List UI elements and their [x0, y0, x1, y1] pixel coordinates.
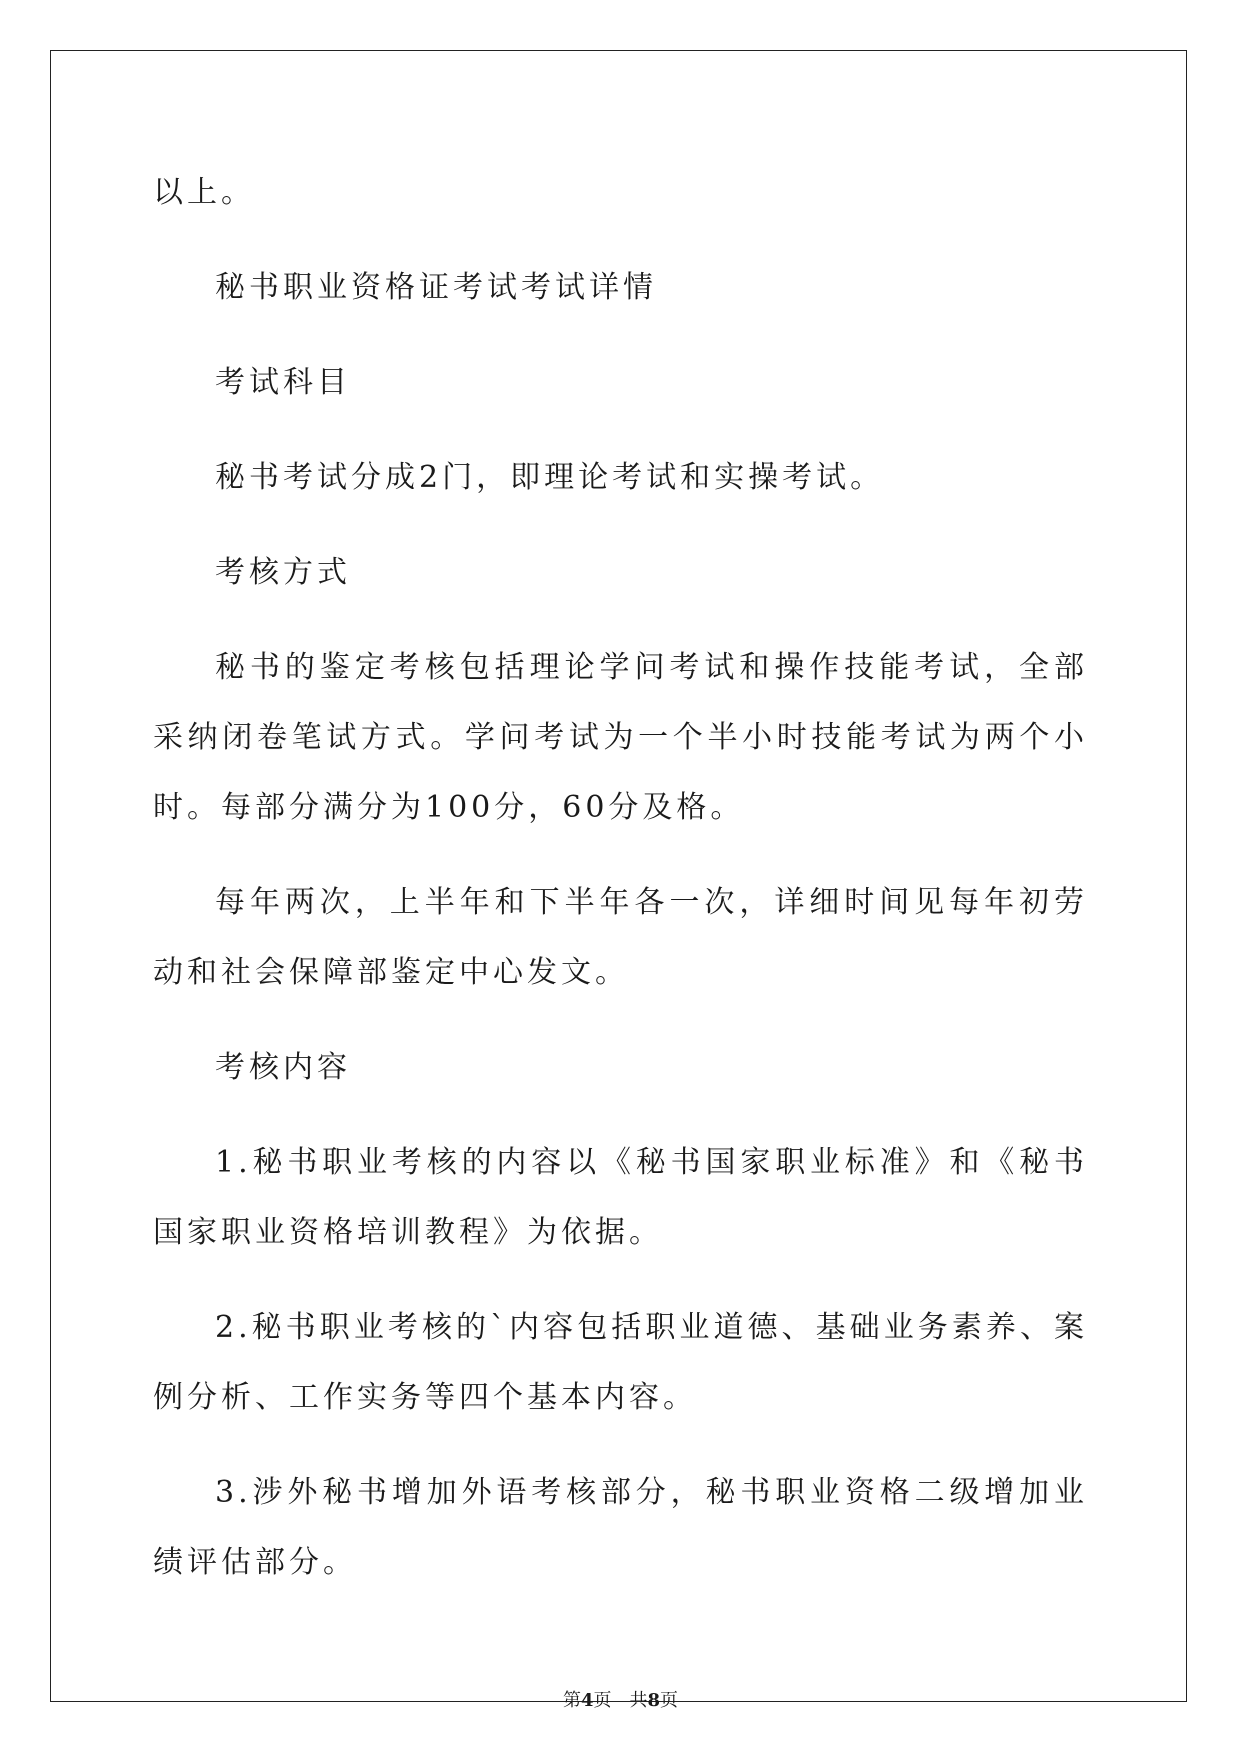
footer-total-pages: 8 [647, 1690, 661, 1711]
paragraph-continuation: 以上。 [153, 175, 255, 210]
paragraph-assessment-method: 秘书的鉴定考核包括理论学问考试和操作技能考试，全部采纳闭卷笔试方式。学问考试为一个半小时技能考试为两个小时。每部分满分为100分，60分及格。 [153, 650, 1088, 825]
document-body [153, 158, 1088, 1598]
list-item-1: 1.秘书职业考核的内容以《秘书国家职业标准》和《秘书国家职业资格培训教程》为依据。 [153, 1145, 1088, 1250]
paragraph-exam-subjects: 秘书考试分成2门，即理论考试和实操考试。 [215, 460, 885, 495]
footer-prefix: 第 [562, 1690, 581, 1711]
list-item-2: 2.秘书职业考核的`内容包括职业道德、基础业务素养、案例分析、工作实务等四个基本内容。 [153, 1310, 1088, 1415]
paragraph-exam-schedule: 每年两次，上半年和下半年各一次，详细时间见每年初劳动和社会保障部鉴定中心发文。 [153, 885, 1088, 990]
footer-page-unit: 页 [593, 1690, 612, 1711]
footer-current-page: 4 [580, 1690, 594, 1711]
page-footer [0, 1686, 1241, 1712]
section-title: 秘书职业资格证考试考试详情 [215, 270, 657, 305]
list-item-3: 3.涉外秘书增加外语考核部分，秘书职业资格二级增加业绩评估部分。 [153, 1475, 1088, 1580]
heading-assessment-method: 考核方式 [215, 555, 351, 590]
heading-exam-subjects: 考试科目 [215, 365, 351, 400]
footer-total-unit: 页 [660, 1690, 679, 1711]
heading-assessment-content: 考核内容 [215, 1050, 351, 1085]
footer-total-prefix: 共 [629, 1690, 648, 1711]
